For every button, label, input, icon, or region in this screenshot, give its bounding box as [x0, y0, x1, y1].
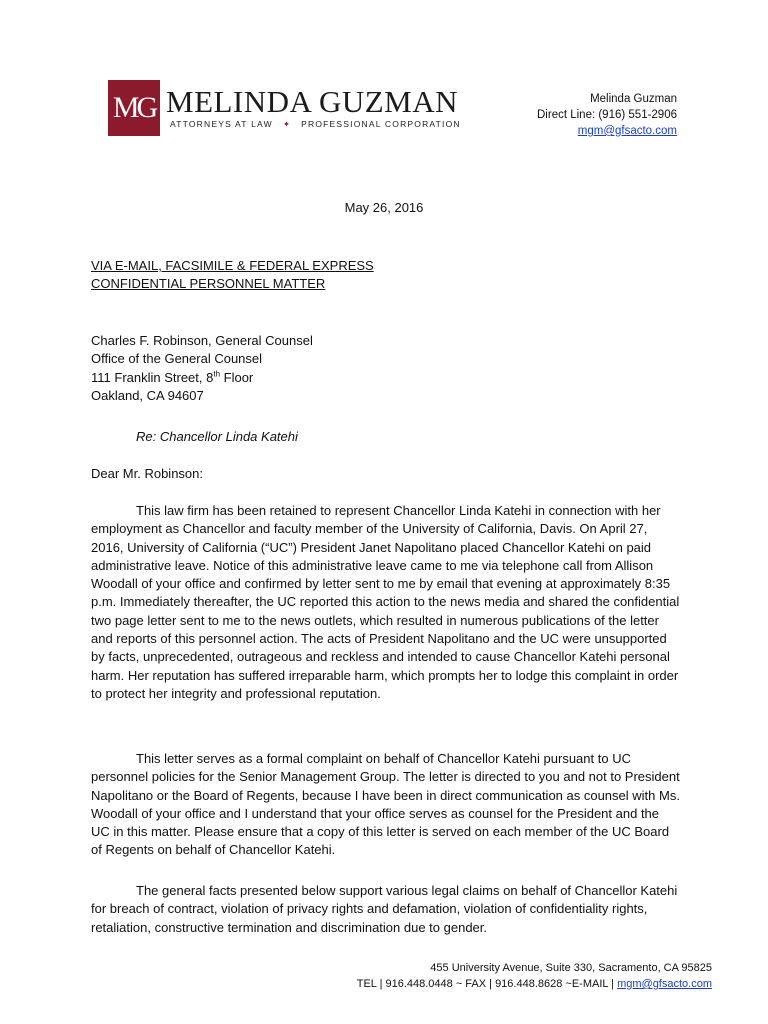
- footer: [357, 960, 712, 992]
- delivery-line-1: VIA E-MAIL, FACSIMILE & FEDERAL EXPRESS: [91, 258, 374, 273]
- body-paragraph-1: [91, 502, 681, 703]
- body-paragraph-2: [91, 750, 681, 860]
- recipient-line-1: Charles F. Robinson, General Counsel: [91, 333, 313, 348]
- recipient-line-2: Office of the General Counsel: [91, 351, 263, 367]
- footer-phones: TEL | 916.448.0448 ~ FAX | 916.448.8628 ~E-MAIL |: [356, 978, 618, 990]
- recipient-address: [91, 332, 681, 405]
- footer-address: 455 University Avenue, Suite 330, Sacramento, CA 95825: [430, 962, 712, 974]
- firm-logo: [108, 80, 468, 136]
- contact-email-link[interactable]: mgm@gfsacto.com: [577, 125, 677, 137]
- contact-name: Melinda Guzman: [590, 93, 677, 105]
- paragraph-text: This law firm has been retained to represent Chancellor Linda Katehi in connection with her employment as Chancellor and faculty member of the University of California, Davis. On April 27, 2016, University of California (“UC”) President Janet Napolitano placed Chancellor Katehi on paid administrative leave. Notice of this administrative leave came to me via telephone call from Allison Woodall of your office and confirmed by letter sent to me by email that evening at approximately 8:35 p.m. Immediately thereafter, the UC reported this action to the news media and shared the confidential two page letter sent to me to the news outlets, which resulted in numerous publications of the letter and reports of this personnel action. The acts of President Napolitano and the UC were unsupported by facts, unprecedented, outrageous and reckless and intended to cause Chancellor Katehi personal harm. Her reputation has suffered irreparable harm, which prompts her to lodge this complaint in order to protect her integrity and professional reputation.: [91, 503, 680, 701]
- delivery-method: [91, 257, 681, 294]
- recipient-street-sup: th: [213, 369, 221, 379]
- footer-email-link[interactable]: mgm@gfsacto.com: [617, 978, 712, 990]
- recipient-line-3: [91, 369, 681, 387]
- body-paragraph-3: [91, 882, 681, 937]
- monogram: MG: [112, 91, 156, 124]
- contact-direct-line: Direct Line: (916) 551-2906: [537, 109, 677, 121]
- paragraph-text: The general facts presented below support various legal claims on behalf of Chancellor Katehi for breach of contract, violation of privacy rights and defamation, violation of confidentiality rights, retaliation, constructive termination and discrimination due to gender.: [91, 883, 678, 935]
- recipient-street: 111 Franklin Street, 8: [91, 369, 214, 385]
- contact-block: [537, 91, 677, 139]
- tagline-left: ATTORNEYS AT LAW: [170, 119, 273, 129]
- footer-contact: [357, 976, 712, 992]
- salutation: Dear Mr. Robinson:: [91, 466, 203, 481]
- paragraph-text: This letter serves as a formal complaint on behalf of Chancellor Katehi pursuant to UC personnel policies for the Senior Management Group. The letter is directed to you and not to President Napolitano or the Board of Regents, because I have been in direct communication as counsel with Ms. Woodall of your office and I understand that your office serves as counsel for the President and the UC in this matter. Please ensure that a copy of this letter is served on each member of the UC Board of Regents on behalf of Chancellor Katehi.: [91, 751, 680, 858]
- delivery-line-2: CONFIDENTIAL PERSONNEL MATTER: [91, 276, 326, 292]
- tagline-separator-icon: ✦: [282, 119, 292, 129]
- re-line: Re: Chancellor Linda Katehi: [136, 429, 298, 444]
- firm-name: MELINDA GUZMAN: [166, 84, 459, 119]
- firm-tagline: [170, 119, 461, 130]
- recipient-line-4: Oakland, CA 94607: [91, 387, 204, 403]
- letter-date: May 26, 2016: [344, 200, 424, 215]
- recipient-floor: Floor: [220, 369, 254, 385]
- tagline-right: PROFESSIONAL CORPORATION: [301, 119, 461, 129]
